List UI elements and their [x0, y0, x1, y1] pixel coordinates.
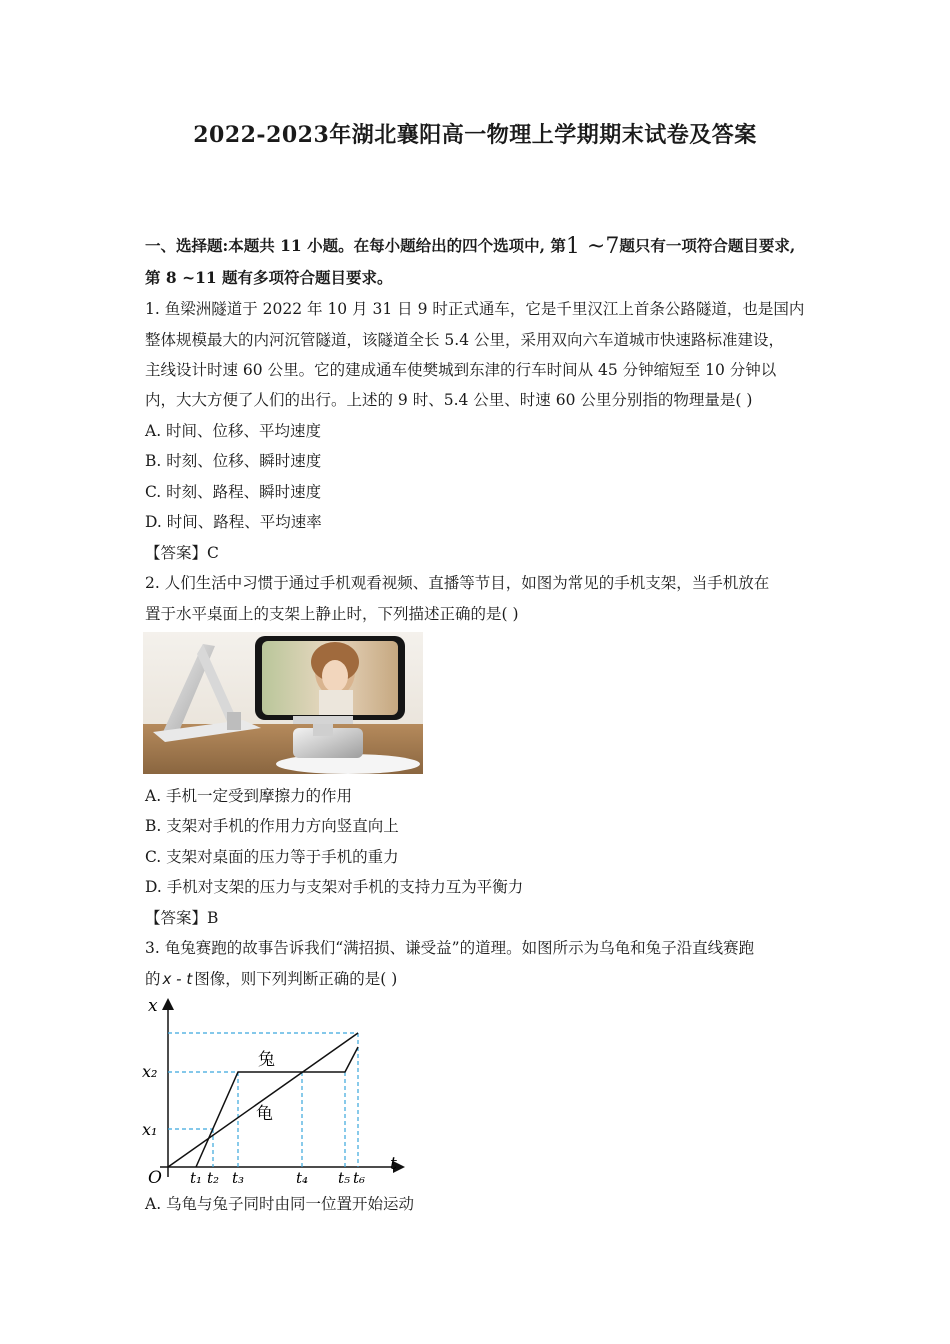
section-heading-post: 题只有一项符合题目要求, [619, 236, 796, 255]
section-heading-range: 1 ~7 [565, 234, 620, 259]
q2-line: 2. 人们生活中习惯于通过手机观看视频、直播等节目，如图为常见的手机支架，当手机放在 [145, 574, 770, 592]
q1-line: 整体规模最大的内河沉管隧道，该隧道全长 5.4 公里，采用双向六车道城市快速路标准建设， [145, 331, 785, 349]
x-axis-label: t [390, 1154, 397, 1174]
q1-option-c: C. 时刻、路程、瞬时速度 [145, 483, 322, 501]
q3-line-2 [145, 969, 397, 989]
x-tick-t4: t₄ [296, 1169, 309, 1185]
y-axis-label: x [148, 996, 158, 1016]
q1-option-b: B. 时刻、位移、瞬时速度 [145, 452, 322, 470]
q2-option-a: A. 手机一定受到摩擦力的作用 [145, 787, 353, 805]
rabbit-line [196, 1047, 358, 1167]
x-tick-t6: t₆ [353, 1169, 366, 1185]
y-tick-x2: x₂ [142, 1062, 158, 1081]
x-tick-t2: t₂ [207, 1169, 220, 1185]
section-heading-line-1 [145, 236, 795, 257]
xt-graph [140, 995, 410, 1185]
q1-answer: 【答案】C [145, 544, 219, 562]
q1-option-a: A. 时间、位移、平均速度 [145, 422, 322, 440]
q1-line: 内，大大方便了人们的出行。上述的 9 时、5.4 公里、时速 60 公里分别指的物理量是( ) [145, 391, 753, 409]
q3-line-2-post: 图像，则下列判断正确的是( ) [194, 970, 398, 988]
q2-option-c: C. 支架对桌面的压力等于手机的重力 [145, 848, 399, 866]
q1-line: 主线设计时速 60 公里。它的建成通车使樊城到东津的行车时间从 45 分钟缩短至 10 分钟以 [145, 361, 777, 379]
q2-answer: 【答案】B [145, 909, 219, 927]
tortoise-label: 龟 [256, 1104, 273, 1124]
q2-option-d: D. 手机对支架的压力与支架对手机的支持力互为平衡力 [145, 878, 524, 896]
rabbit-label: 兔 [258, 1050, 275, 1070]
origin-label: O [148, 1168, 162, 1185]
y-tick-x1: x₁ [142, 1120, 158, 1139]
q2-option-b: B. 支架对手机的作用力方向竖直向上 [145, 817, 399, 835]
q1-option-d: D. 时间、路程、平均速率 [145, 513, 322, 531]
q2-line: 置于水平桌面上的支架上静止时，下列描述正确的是( ) [145, 605, 519, 623]
x-tick-t1: t₁ [190, 1169, 203, 1185]
section-heading-pre: 一、选择题:本题共 11 小题。在每小题给出的四个选项中, 第 [145, 236, 566, 255]
q3-option-a: A. 乌龟与兔子同时由同一位置开始运动 [145, 1195, 415, 1213]
q1-line: 1. 鱼梁洲隧道于 2022 年 10 月 31 日 9 时正式通车，它是千里汉江上首条公路隧道，也是国内 [145, 300, 805, 318]
x-tick-t3: t₃ [232, 1169, 245, 1185]
q3-line-1: 3. 龟兔赛跑的故事告诉我们“满招损、谦受益”的道理。如图所示为乌龟和兔子沿直线赛跑 [145, 939, 755, 957]
section-heading-line-2: 第 8 ~11 题有多项符合题目要求。 [145, 268, 393, 287]
phone-stand-photo [143, 632, 423, 774]
page-title: 2022-2023年湖北襄阳高一物理上学期期末试卷及答案 [193, 122, 757, 148]
q3-line-2-pre: 的 [145, 970, 161, 988]
x-tick-t5: t₅ [338, 1169, 351, 1185]
q3-xt-symbol: x - t [162, 970, 193, 988]
